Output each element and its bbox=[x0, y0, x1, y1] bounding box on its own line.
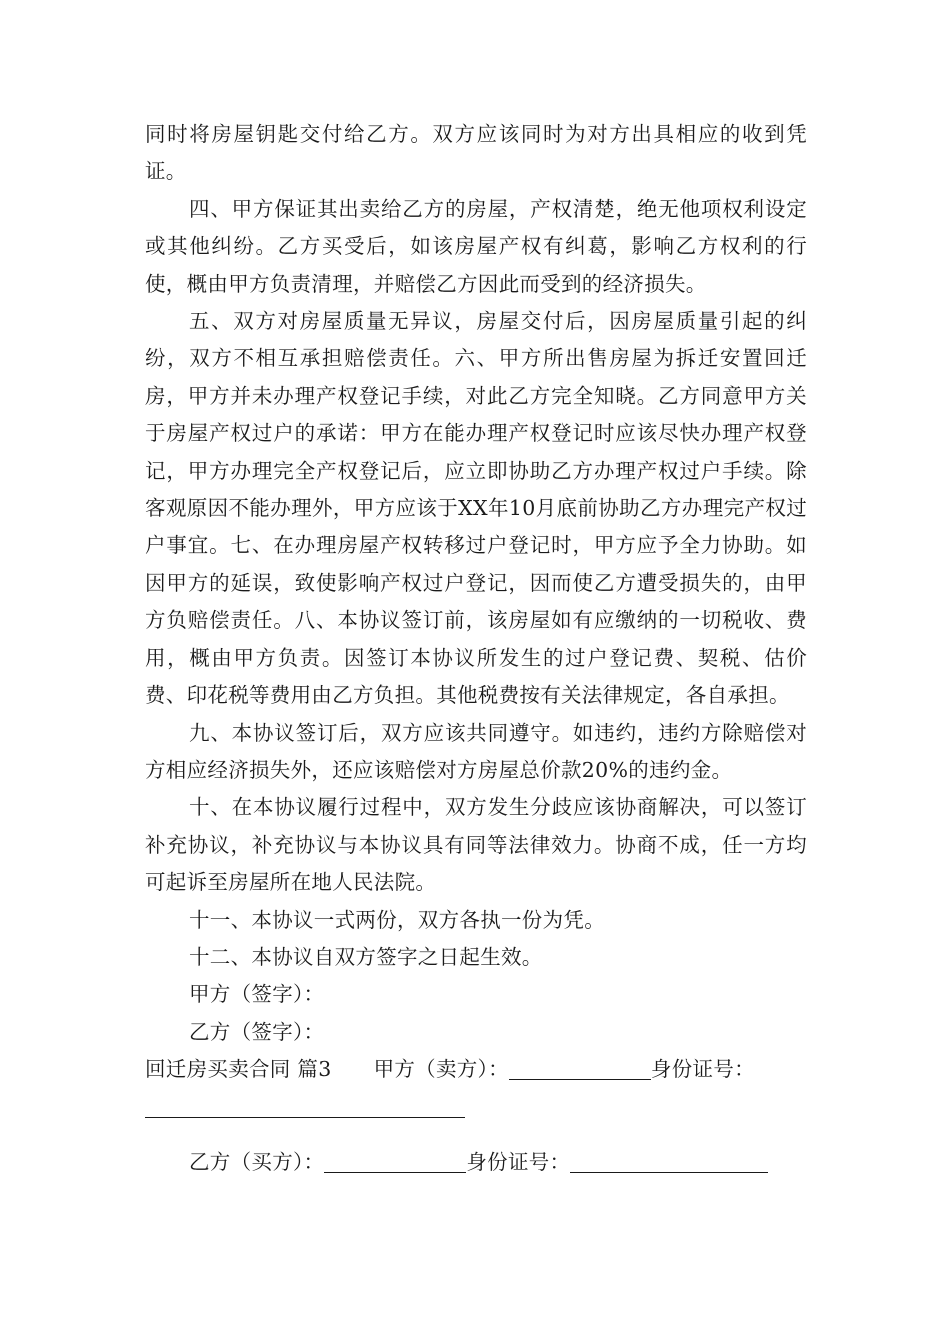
buyer-label: 乙方（买方）： bbox=[189, 1149, 325, 1174]
party-b-signature-label: 乙方（签字）： bbox=[189, 1019, 325, 1044]
seller-id-field[interactable] bbox=[145, 1091, 465, 1118]
party-a-signature-label: 甲方（签字）： bbox=[189, 982, 325, 1007]
clause-9: 九、本协议签订后，双方应该共同遵守。如违约，违约方除赔偿对方相应经济损失外，还应该赔偿对方房屋总价款20%的违约金。 bbox=[145, 720, 807, 782]
clause-10: 十、在本协议履行过程中，双方发生分歧应该协商解决，可以签订补充协议，补充协议与本协议具有同等法律效力。协商不成，任一方均可起诉至房屋所在地人民法院。 bbox=[145, 795, 807, 895]
clause-12: 十二、本协议自双方签字之日起生效。 bbox=[189, 944, 543, 969]
seller-label: 甲方（卖方）： bbox=[373, 1057, 509, 1082]
clause-4: 四、甲方保证其出卖给乙方的房屋，产权清楚，绝无他项权利设定或其他纠纷。乙方买受后，如该房屋产权有纠葛，影响乙方权利的行使，概由甲方负责清理，并赔偿乙方因此而受到的经济损失。 bbox=[145, 196, 807, 296]
section-title: 回迁房买卖合同 篇3 bbox=[145, 1057, 332, 1082]
seller-id-label: 身份证号： bbox=[650, 1057, 755, 1082]
section-3-header-line bbox=[145, 1051, 807, 1088]
seller-name-field[interactable] bbox=[509, 1053, 651, 1080]
buyer-line bbox=[145, 1144, 807, 1181]
document-page bbox=[145, 116, 807, 1181]
buyer-name-field[interactable] bbox=[324, 1146, 466, 1173]
seller-id-line bbox=[145, 1089, 807, 1126]
paragraph-delivery: 同时将房屋钥匙交付给乙方。双方应该同时为对方出具相应的收到凭证。 bbox=[145, 122, 807, 184]
clause-11: 十一、本协议一式两份，双方各执一份为凭。 bbox=[189, 907, 605, 932]
buyer-id-label: 身份证号： bbox=[466, 1149, 571, 1174]
clause-5-8: 五、双方对房屋质量无异议，房屋交付后，因房屋质量引起的纠纷，双方不相互承担赔偿责任。六、甲方所出售房屋为拆迁安置回迁房，甲方并未办理产权登记手续，对此乙方完全知晓。乙方同意甲方关于房屋产权过户的承诺：甲方在能办理产权登记时应该尽快办理产权登记，甲方办理完全产权登记后，应立即协助乙方办理产权过户手续。除客观原因不能办理外，甲方应该于XX年10月底前协助乙方办理完产权过户事宜。七、在办理房屋产权转移过户登记时，甲方应予全力协助。如因甲方的延误，致使影响产权过户登记，因而使乙方遭受损失的，由甲方负赔偿责任。八、本协议签订前，该房屋如有应缴纳的一切税收、费用，概由甲方负责。因签订本协议所发生的过户登记费、契税、估价费、印花税等费用由乙方负担。其他税费按有关法律规定，各自承担。 bbox=[145, 309, 807, 708]
buyer-id-field[interactable] bbox=[570, 1146, 768, 1173]
